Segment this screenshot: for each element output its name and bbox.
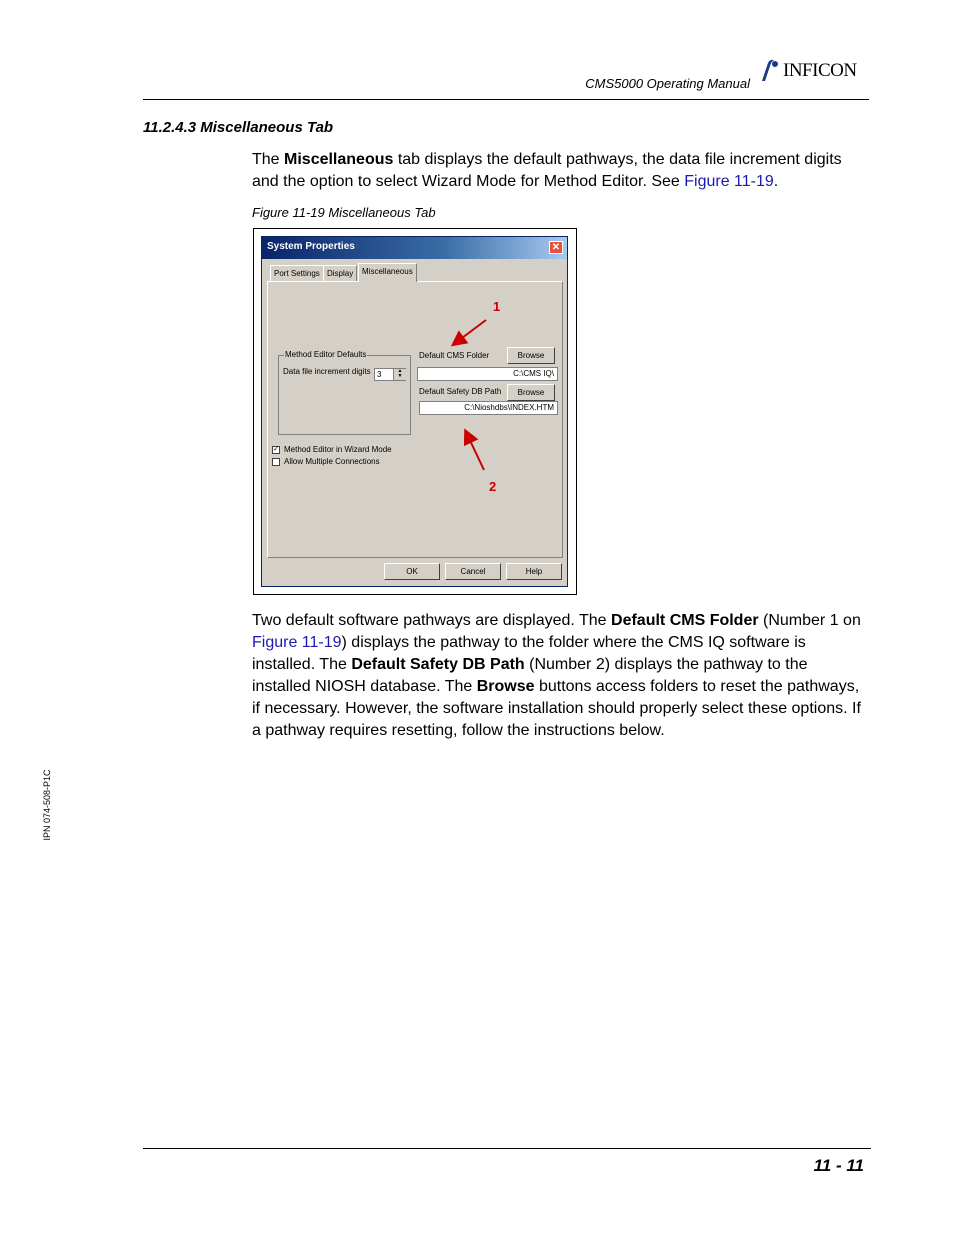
intro-paragraph: The Miscellaneous tab displays the default pathways, the data file increment digits and the option to select Wizard Mode for Method Editor. See Figure 11-19.: [252, 151, 842, 190]
header-rule: [143, 99, 869, 100]
multiple-connections-label: Allow Multiple Connections: [284, 457, 380, 466]
increment-spinner[interactable]: [374, 368, 406, 381]
safety-db-field[interactable]: C:\Nioshdbs\INDEX.HTM: [419, 401, 558, 415]
ipn-label: IPN 074-508-P1C: [42, 769, 52, 841]
inficon-logo: [759, 58, 857, 84]
cms-folder-field[interactable]: C:\CMS IQ\: [417, 367, 558, 381]
manual-title: CMS5000 Operating Manual: [585, 76, 750, 91]
multiple-connections-checkbox[interactable]: [272, 458, 280, 466]
callout-arrow-1: [454, 320, 486, 344]
safety-db-label: Default Safety DB Path: [419, 387, 502, 396]
system-properties-dialog: [261, 236, 568, 587]
callout-number-1: 1: [493, 299, 501, 314]
wizard-mode-label: Method Editor in Wizard Mode: [284, 445, 392, 454]
callout-number-2: 2: [489, 479, 497, 494]
inficon-logo-icon: [759, 59, 781, 83]
browse-cms-folder-button[interactable]: Browse: [507, 347, 555, 364]
increment-label: Data file increment digits: [283, 367, 371, 376]
dialog-title: System Properties: [267, 241, 355, 252]
footer-rule: [143, 1148, 871, 1149]
ok-button[interactable]: OK: [384, 563, 440, 580]
page-number: 11 - 11: [813, 1156, 864, 1175]
close-button[interactable]: ✕: [549, 241, 563, 254]
figure-caption: Figure 11-19 Miscellaneous Tab: [252, 205, 436, 220]
wizard-mode-checkbox[interactable]: ✓: [273, 446, 279, 453]
dialog-titlebar: [262, 237, 567, 259]
browse-safety-db-button[interactable]: Browse: [507, 384, 555, 401]
group-label: Method Editor Defaults: [285, 350, 367, 359]
body-paragraph: Two default software pathways are displayed. The Default CMS Folder (Number 1 on Figure 11-19) displays the pathway to the folder where the CMS IQ software is installed. The Default Safety DB Path (Number 2) displays the pathway to the installed NIOSH database. The Browse buttons access folders to reset the pathways, if necessary. However, the software installation should properly select these options. If a pathway requires resetting, follow the instructions below.: [252, 612, 861, 739]
figure-link[interactable]: Figure 11-19: [684, 173, 774, 190]
cms-folder-label: Default CMS Folder: [419, 351, 490, 360]
logo-text: INFICON: [783, 60, 857, 81]
tab-miscellaneous[interactable]: Miscellaneous: [358, 263, 417, 282]
callout-arrows: [440, 290, 520, 490]
spinner-arrows[interactable]: ▲ ▼: [393, 369, 406, 380]
figure-link[interactable]: Figure 11-19: [252, 634, 342, 651]
increment-value: 3: [377, 370, 382, 379]
tab-port-settings[interactable]: Port Settings: [270, 265, 324, 281]
section-title: 11.2.4.3 Miscellaneous Tab: [143, 119, 334, 136]
help-button[interactable]: Help: [506, 563, 562, 580]
cancel-button[interactable]: Cancel: [445, 563, 501, 580]
tab-display[interactable]: Display: [323, 265, 357, 281]
callout-arrow-2: [466, 432, 484, 470]
